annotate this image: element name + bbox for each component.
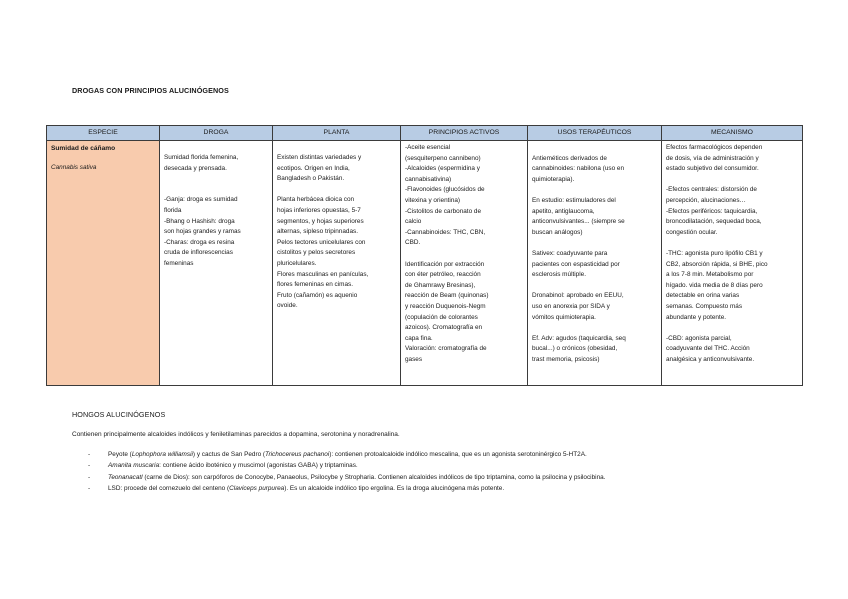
principios-line: (copulación de colorantes: [405, 313, 478, 321]
usos-line: esclerosis múltiple.: [532, 271, 586, 279]
planta-line: Flores masculinas en panículas,: [277, 270, 369, 278]
header-planta: PLANTA: [273, 126, 401, 141]
header-droga: DROGA: [160, 126, 273, 141]
list-item: [88, 472, 788, 483]
principios-line: -Flavonoides (glucósidos de: [405, 186, 485, 194]
principios-line: -Alcaloides (espermidina y: [405, 165, 480, 173]
mecanismo-line: a los 7-8 min. Metabolismo por: [666, 271, 754, 279]
mecanismo-line: CB2, absorción rápida, si BHE, pico: [666, 260, 768, 268]
mecanismo-line: -Efectos centrales: distorsión de: [666, 186, 757, 194]
planta-line: segmentos, y hojas superiores: [277, 217, 364, 225]
item-italic-text: Trichocereus pachanoi: [265, 451, 330, 458]
planta-line: Pelos tectores unicelulares con: [277, 238, 366, 246]
mecanismo-line: percepción, alucinaciones…: [666, 196, 746, 204]
principios-line: vitexina y orientina): [405, 196, 461, 204]
droga-line: son hojas grandes y ramas: [164, 228, 241, 236]
item-italic-text: Teonanacatl: [108, 473, 143, 481]
principios-line: gases: [405, 355, 423, 363]
principios-line: con éter petróleo, reacción: [405, 271, 481, 279]
principios-line: calcio: [405, 218, 422, 226]
bullet-dash: -: [88, 473, 91, 481]
mecanismo-line: detectable en orina varias: [666, 292, 740, 300]
header-especie: ESPECIE: [47, 126, 160, 141]
header-principios-activos: PRINCIPIOS ACTIVOS: [401, 126, 528, 141]
principios-line: y reacción Duquenois-Negm: [405, 302, 486, 310]
header-usos-terapeuticos: USOS TERAPÉUTICOS: [528, 126, 662, 141]
planta-line: hojas inferiores opuestas, 5-7: [277, 206, 361, 214]
item-text: Peyote (: [108, 451, 132, 458]
planta-line: cistolitos y pelos secretores: [277, 249, 356, 257]
table-header-row: [47, 126, 803, 141]
usos-line: Dronabinol: aprobado en EEUU,: [532, 292, 624, 300]
mecanismo-line: -THC: agonista puro lipófilo CB1 y: [666, 249, 763, 257]
principios-line: reacción de Beam (quinonas): [405, 292, 489, 300]
usos-line: pacientes con espasticidad por: [532, 260, 620, 268]
principios-line: -Cistolitos de carbonato de: [405, 207, 482, 215]
mecanismo-line: broncodilatación, sequedad boca,: [666, 218, 762, 226]
droga-line: Sumidad florida femenina,: [164, 154, 239, 161]
table-row: [47, 141, 803, 386]
droga-line: -Bhang o Hashish: droga: [164, 217, 235, 225]
mecanismo-line: -CBD: agonista parcial,: [666, 334, 732, 342]
droga-line: femeninas: [164, 259, 194, 267]
list-item: [88, 483, 788, 494]
principios-line: -Cannabinoides: THC, CBN,: [405, 228, 486, 236]
mecanismo-line: abundante y potente.: [666, 313, 727, 321]
planta-line: pluricelulares.: [277, 259, 317, 267]
cell-usos-terapeuticos: [528, 141, 662, 386]
item-text: ). Es un alcaloide indólico tipo ergolina. Es la droga alucinógena más potente.: [284, 485, 505, 493]
droga-line: florida: [164, 206, 182, 214]
usos-line: vómitos quimioterapia.: [532, 313, 596, 321]
principios-line: (sesquiterpeno cannibeno): [405, 154, 481, 162]
droga-line: desecada y prensada.: [164, 164, 227, 172]
section-title-hongos: HONGOS ALUCINÓGENOS: [72, 410, 166, 419]
planta-line: flores femeninas en cimas.: [277, 281, 354, 289]
bullet-dash: -: [88, 462, 91, 470]
planta-line: Bangladesh o Pakistán.: [277, 175, 345, 183]
item-text: ) y cactus de San Pedro (: [192, 451, 266, 458]
usos-line: Sativex: coadyuvante para: [532, 249, 608, 257]
cell-planta: [273, 141, 401, 386]
usos-line: anticonvulsivantes... (siempre se: [532, 218, 625, 226]
item-text: LSD: procede del cornezuelo del centeno (: [108, 485, 230, 493]
mecanismo-line: Efectos farmacológicos dependen: [666, 144, 763, 151]
principios-line: Identificación por extracción: [405, 260, 485, 268]
cell-principios-activos: [401, 141, 528, 386]
mecanismo-line: estado subjetivo del consumidor.: [666, 165, 759, 173]
list-item: [88, 449, 788, 460]
bullet-dash: -: [88, 451, 91, 458]
usos-line: buscan análogos): [532, 228, 583, 236]
usos-line: cannabinoides: nabilona (uso en: [532, 165, 625, 173]
usos-line: quimioterapia).: [532, 175, 575, 183]
usos-line: En estudio: estimuladores del: [532, 196, 616, 204]
item-text: : contiene ácido iboténico y muscimol (agonistas GABA) y triptaminas.: [159, 462, 358, 470]
planta-line: alternas, sipleso tripinnadas.: [277, 228, 358, 236]
mecanismo-line: coadyuvante del THC. Acción: [666, 345, 750, 353]
header-mecanismo: MECANISMO: [662, 126, 803, 141]
hongos-intro: Contienen principalmente alcaloides indólicos y feniletilaminas parecidos a dopamina, serotonina y noradrenalina.: [72, 431, 400, 438]
planta-line: Existen distintas variedades y: [277, 154, 362, 161]
planta-line: ovoide.: [277, 302, 298, 310]
section-title-drogas: DROGAS CON PRINCIPIOS ALUCINÓGENOS: [72, 86, 229, 95]
mecanismo-line: analgésica y anticonvulsivante.: [666, 355, 755, 363]
usos-line: trast memoria, psicosis): [532, 355, 600, 363]
item-text: (carne de Dios): son carpóforos de Conocybe, Panaeolus, Psilocybe y Strophariа. Contienen alcaloides indólicos de tipo triptamina, como la psilocina y psilocibina.: [142, 473, 606, 481]
cell-droga: [160, 141, 273, 386]
usos-line: uso en anorexia por SIDA y: [532, 302, 610, 310]
item-italic-text: Lophophora williamsii: [131, 451, 193, 458]
bullet-dash: -: [88, 485, 91, 493]
cell-especie: [47, 141, 160, 386]
item-text: ): contienen protoalcaloide indólico mescalina, que es un agonista serotoninérgico 5-HT2A.: [329, 451, 587, 458]
drugs-table: [46, 125, 803, 386]
usos-line: bucal...) o crónicos (obesidad,: [532, 345, 618, 353]
principios-line: capa fina.: [405, 334, 433, 342]
cell-mecanismo: [662, 141, 803, 386]
usos-line: Ef. Adv: agudos (taquicardia, seq: [532, 334, 626, 342]
mecanismo-line: de dosis, vía de administración y: [666, 154, 759, 162]
principios-line: cannabisativina): [405, 175, 452, 183]
planta-line: Fruto (cañamón) es aquenio: [277, 291, 358, 299]
mecanismo-line: congestión ocular.: [666, 228, 718, 236]
planta-line: ecotipos. Origen en India,: [277, 164, 350, 172]
mecanismo-line: semanas. Compuesto más: [666, 302, 743, 310]
especie-name: Sumidad de cáñamo: [51, 145, 116, 152]
droga-line: -Charas: droga es resina: [164, 238, 235, 246]
principios-line: -Aceite esencial: [405, 144, 451, 151]
hongos-list: [88, 449, 788, 495]
list-item: [88, 460, 788, 471]
droga-line: -Ganja: droga es sumidad: [164, 196, 238, 204]
especie-scientific-name: Cannabis sativa: [51, 163, 97, 171]
principios-line: CBD.: [405, 239, 421, 247]
principios-line: azoicos). Cromatografía en: [405, 324, 483, 332]
planta-line: Planta herbácea dioica con: [277, 196, 355, 204]
droga-line: cruda de inflorescencias: [164, 249, 233, 257]
mecanismo-line: -Efectos periféricos: taquicardia,: [666, 207, 758, 215]
item-italic-text: Amanita muscaria: [108, 462, 160, 470]
mecanismo-line: hígado. vida media de 8 días pero: [666, 281, 763, 289]
principios-line: de Ghamrawy Bresinas),: [405, 281, 476, 289]
usos-line: apetito, antiglaucoma,: [532, 207, 595, 215]
usos-line: Antieméticos derivados de: [532, 154, 607, 162]
principios-line: Valoración: cromatografía de: [405, 345, 487, 353]
item-italic-text: Claviceps purpurea: [229, 485, 285, 493]
